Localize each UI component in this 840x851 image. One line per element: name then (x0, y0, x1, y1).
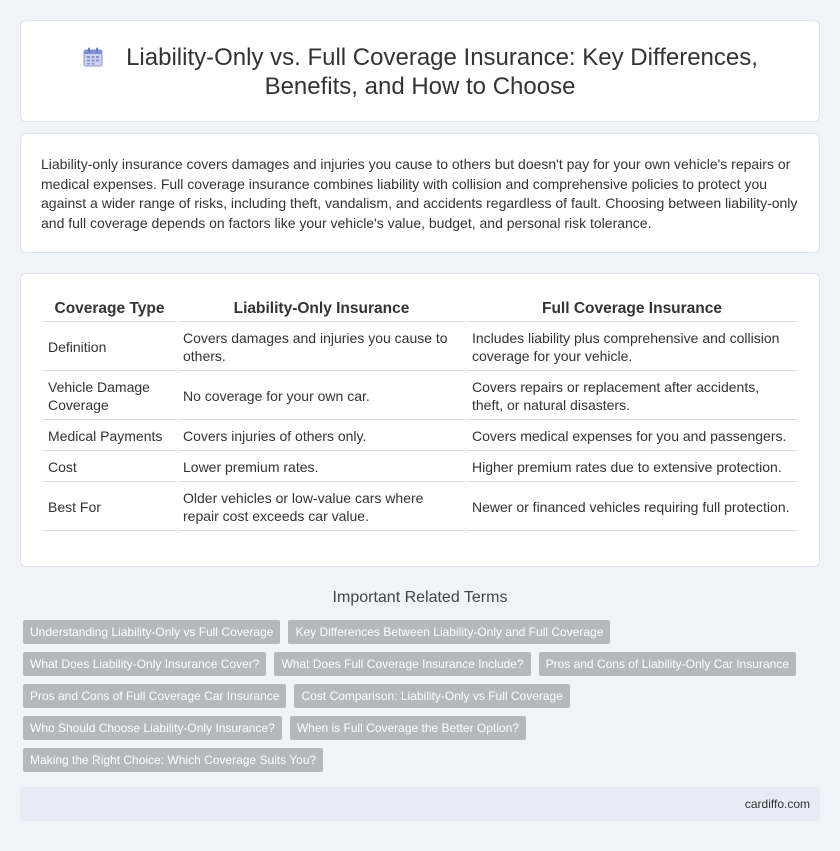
related-terms-list (23, 620, 823, 772)
related-term-link[interactable]: When is Full Coverage the Better Option? (290, 716, 526, 740)
related-terms-title: Important Related Terms (332, 589, 508, 606)
column-header-coverage-type: Coverage Type (43, 296, 176, 322)
table-row (43, 373, 797, 420)
comparison-card (20, 273, 820, 567)
table-cell: Cost (43, 453, 176, 482)
table-cell: Includes liability plus comprehensive and collision coverage for your vehicle. (467, 324, 797, 371)
comparison-table (41, 294, 799, 533)
column-header-full-coverage: Full Coverage Insurance (467, 296, 797, 322)
related-term-link[interactable]: What Does Full Coverage Insurance Include? (274, 652, 530, 676)
related-term-link[interactable]: Who Should Choose Liability-Only Insurance? (23, 716, 282, 740)
table-cell: Vehicle Damage Coverage (43, 373, 176, 420)
table-row (43, 484, 797, 531)
table-cell: Lower premium rates. (178, 453, 465, 482)
table-cell: Newer or financed vehicles requiring full protection. (467, 484, 797, 531)
table-row (43, 422, 797, 451)
related-term-link[interactable]: Cost Comparison: Liability-Only vs Full Coverage (294, 684, 569, 708)
table-cell: Medical Payments (43, 422, 176, 451)
related-term-link[interactable]: Pros and Cons of Full Coverage Car Insurance (23, 684, 286, 708)
page-title-wrap (21, 43, 819, 101)
page-title: Liability-Only vs. Full Coverage Insurance: Key Differences, Benefits, and How to Choose (126, 44, 758, 100)
table-cell: Best For (43, 484, 176, 531)
table-cell: Older vehicles or low-value cars where repair cost exceeds car value. (178, 484, 465, 531)
intro-paragraph: Liability-only insurance covers damages and injuries you cause to others but doesn't pay for your own vehicle's repairs or medical expenses. Full coverage insurance combines liability with collision and comprehensive policies to protect you against a wider range of risks, including theft, vandalism, and accidents regardless of fault. Choosing between liability-only and full coverage depends on factors like your vehicle's value, budget, and personal risk tolerance. (41, 156, 798, 231)
column-header-liability-only: Liability-Only Insurance (178, 296, 465, 322)
table-row (43, 324, 797, 371)
title-card (20, 20, 820, 122)
footer-site-link[interactable]: cardiffo.com (744, 797, 810, 811)
table-cell: Definition (43, 324, 176, 371)
table-cell: Higher premium rates due to extensive protection. (467, 453, 797, 482)
related-term-link[interactable]: Pros and Cons of Liability-Only Car Insurance (539, 652, 796, 676)
footer (20, 787, 820, 821)
table-row (43, 453, 797, 482)
related-term-link[interactable]: Making the Right Choice: Which Coverage Suits You? (23, 748, 323, 772)
table-cell: Covers repairs or replacement after accidents, theft, or natural disasters. (467, 373, 797, 420)
table-cell: Covers injuries of others only. (178, 422, 465, 451)
table-cell: No coverage for your own car. (178, 373, 465, 420)
related-term-link[interactable]: What Does Liability-Only Insurance Cover? (23, 652, 266, 676)
related-term-link[interactable]: Understanding Liability-Only vs Full Coverage (23, 620, 280, 644)
related-term-link[interactable]: Key Differences Between Liability-Only and Full Coverage (288, 620, 610, 644)
table-cell: Covers damages and injuries you cause to others. (178, 324, 465, 371)
intro-card (20, 133, 820, 253)
calendar-icon (82, 46, 104, 68)
table-cell: Covers medical expenses for you and passengers. (467, 422, 797, 451)
table-header-row (43, 296, 797, 322)
